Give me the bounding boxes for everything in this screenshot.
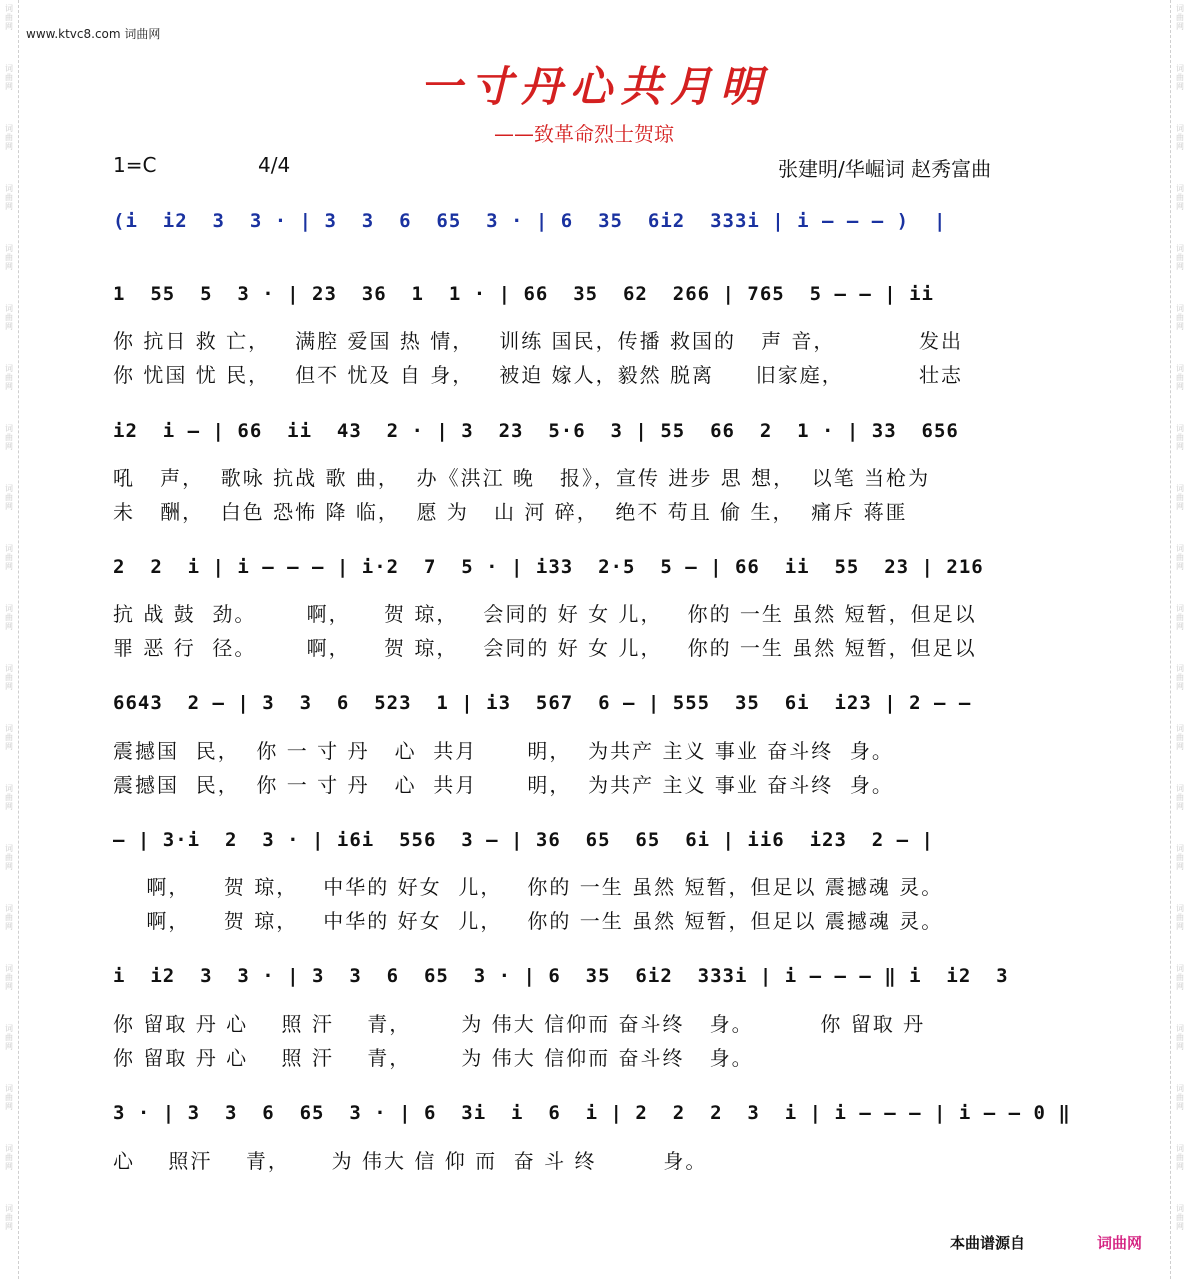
notation-line: — | 3·i 2 3 · | i6i 556 3 — | 36 65 65 6i | ii6 i23 2 — | bbox=[113, 829, 934, 851]
lyric-verse-2: 你 留取 丹 心 照 汗 青， 为 伟大 信仰而 奋斗终 身。 bbox=[113, 1046, 754, 1070]
credits: 张建明/华崛词 赵秀富曲 bbox=[778, 157, 992, 181]
notation-line: i i2 3 3 · | 3 3 6 65 3 · | 6 35 6i2 333i | i — — — ‖ i i2 3 bbox=[113, 965, 1009, 987]
margin-watermark: 词 曲 网 bbox=[1176, 964, 1184, 991]
lyric-verse-1: 吼 声， 歌咏 抗战 歌 曲， 办《洪江 晚 报》，宣传 进步 思 想， 以笔 当枪为 bbox=[113, 466, 931, 490]
notation-line: 2 2 i | i — — — | i·2 7 5 · | i33 2·5 5 — | 66 ii 55 23 | 216 bbox=[113, 556, 984, 578]
margin-watermark: 词 曲 网 bbox=[5, 964, 13, 991]
margin-watermark: 词 曲 网 bbox=[5, 1144, 13, 1171]
margin-watermark: 词 曲 网 bbox=[5, 364, 13, 391]
lyric-verse-2: 你 忧国 忧 民， 但不 忧及 自 身， 被迫 嫁人，毅然 脱离 旧家庭， 壮志 bbox=[113, 363, 964, 387]
margin-watermark: 词 曲 网 bbox=[5, 244, 13, 271]
margin-watermark: 词 曲 网 bbox=[5, 484, 13, 511]
footer-source-label: 本曲谱源自 bbox=[950, 1234, 1026, 1252]
intro-notation: (i i2 3 3 · | 3 3 6 65 3 · | 6 35 6i2 333i | i — — — ) | bbox=[113, 210, 947, 232]
lyric-verse-2: 啊， 贺 琼， 中华的 好女 儿， 你的 一生 虽然 短暂，但足以 震撼魂 灵。 bbox=[113, 909, 944, 933]
margin-watermark: 词 曲 网 bbox=[1176, 544, 1184, 571]
margin-watermark: 词 曲 网 bbox=[1176, 784, 1184, 811]
margin-watermark: 词 曲 网 bbox=[5, 184, 13, 211]
lyric-verse-1: 你 抗日 救 亡， 满腔 爱国 热 情， 训练 国民，传播 救国的 声 音， 发出 bbox=[113, 329, 964, 353]
margin-watermark: 词 曲 网 bbox=[1176, 424, 1184, 451]
lyric-verse-2: 震撼国 民， 你 一 寸 丹 心 共月 明， 为共产 主义 事业 奋斗终 身。 bbox=[113, 773, 894, 797]
margin-watermark: 词 曲 网 bbox=[1176, 124, 1184, 151]
lyric-verse-2: 未 酬， 白色 恐怖 降 临， 愿 为 山 河 碎， 绝不 苟且 偷 生， 痛斥 蒋匪 bbox=[113, 500, 908, 524]
site-url[interactable]: www.ktvc8.com 词曲网 bbox=[26, 27, 161, 41]
margin-watermark: 词 曲 网 bbox=[1176, 304, 1184, 331]
margin-watermark: 词 曲 网 bbox=[1176, 1024, 1184, 1051]
notation-line: 1 55 5 3 · | 23 36 1 1 · | 66 35 62 266 | 765 5 — — | ii bbox=[113, 283, 934, 305]
lyric-verse-1: 震撼国 民， 你 一 寸 丹 心 共月 明， 为共产 主义 事业 奋斗终 身。 bbox=[113, 739, 894, 763]
margin-watermark: 词 曲 网 bbox=[1176, 4, 1184, 31]
margin-watermark: 词 曲 网 bbox=[5, 784, 13, 811]
key-signature: 1=C bbox=[113, 153, 157, 177]
margin-watermark: 词 曲 网 bbox=[1176, 1144, 1184, 1171]
lyric-verse-1: 心 照汗 青， 为 伟大 信 仰 而 奋 斗 终 身。 bbox=[113, 1149, 708, 1173]
lyric-verse-1: 啊， 贺 琼， 中华的 好女 儿， 你的 一生 虽然 短暂，但足以 震撼魂 灵。 bbox=[113, 875, 944, 899]
song-subtitle: ——致革命烈士贺琼 bbox=[494, 122, 674, 146]
notation-line: 3 · | 3 3 6 65 3 · | 6 3i i 6 i | 2 2 2 3 i | i — — — | i — — 0 ‖ bbox=[113, 1102, 1071, 1124]
margin-watermark: 词 曲 网 bbox=[1176, 244, 1184, 271]
footer-brand-link[interactable]: 词曲网 bbox=[1097, 1234, 1143, 1252]
margin-watermark: 词 曲 网 bbox=[5, 724, 13, 751]
margin-watermark: 词 曲 网 bbox=[1176, 184, 1184, 211]
margin-watermark: 词 曲 网 bbox=[5, 124, 13, 151]
margin-watermark: 词 曲 网 bbox=[1176, 904, 1184, 931]
margin-watermark: 词 曲 网 bbox=[5, 1024, 13, 1051]
margin-watermark: 词 曲 网 bbox=[1176, 664, 1184, 691]
left-margin-strip bbox=[0, 0, 19, 1279]
margin-watermark: 词 曲 网 bbox=[5, 844, 13, 871]
right-margin-strip bbox=[1170, 0, 1189, 1279]
lyric-verse-1: 你 留取 丹 心 照 汗 青， 为 伟大 信仰而 奋斗终 身。 你 留取 丹 bbox=[113, 1012, 926, 1036]
time-signature: 4/4 bbox=[258, 153, 291, 177]
margin-watermark: 词 曲 网 bbox=[5, 604, 13, 631]
margin-watermark: 词 曲 网 bbox=[5, 1084, 13, 1111]
margin-watermark: 词 曲 网 bbox=[5, 304, 13, 331]
margin-watermark: 词 曲 网 bbox=[5, 1204, 13, 1231]
notation-line: i2 i — | 66 ii 43 2 · | 3 23 5·6 3 | 55 66 2 1 · | 33 656 bbox=[113, 420, 959, 442]
margin-watermark: 词 曲 网 bbox=[1176, 364, 1184, 391]
margin-watermark: 词 曲 网 bbox=[5, 64, 13, 91]
margin-watermark: 词 曲 网 bbox=[1176, 1084, 1184, 1111]
margin-watermark: 词 曲 网 bbox=[5, 424, 13, 451]
lyric-verse-2: 罪 恶 行 径。 啊， 贺 琼， 会同的 好 女 儿， 你的 一生 虽然 短暂，但足以 bbox=[113, 636, 977, 660]
margin-watermark: 词 曲 网 bbox=[5, 544, 13, 571]
margin-watermark: 词 曲 网 bbox=[1176, 1204, 1184, 1231]
song-title: 一寸丹心共月明 bbox=[419, 62, 770, 111]
margin-watermark: 词 曲 网 bbox=[5, 664, 13, 691]
margin-watermark: 词 曲 网 bbox=[5, 904, 13, 931]
margin-watermark: 词 曲 网 bbox=[1176, 724, 1184, 751]
margin-watermark: 词 曲 网 bbox=[1176, 64, 1184, 91]
margin-watermark: 词 曲 网 bbox=[5, 4, 13, 31]
lyric-verse-1: 抗 战 鼓 劲。 啊， 贺 琼， 会同的 好 女 儿， 你的 一生 虽然 短暂，但足以 bbox=[113, 602, 977, 626]
margin-watermark: 词 曲 网 bbox=[1176, 484, 1184, 511]
notation-line: 6643 2 — | 3 3 6 523 1 | i3 567 6 — | 555 35 6i i23 | 2 — — bbox=[113, 692, 972, 714]
margin-watermark: 词 曲 网 bbox=[1176, 844, 1184, 871]
margin-watermark: 词 曲 网 bbox=[1176, 604, 1184, 631]
